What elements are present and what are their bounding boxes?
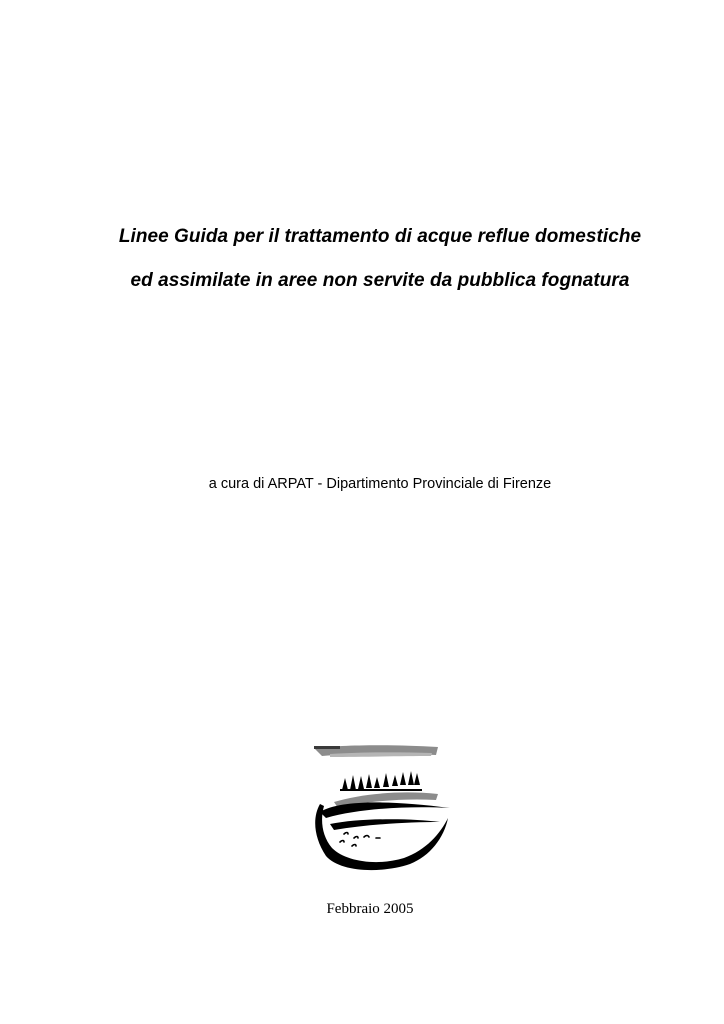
document-date: Febbraio 2005 <box>326 901 414 917</box>
logo-sky-stroke-dark <box>314 746 340 749</box>
document-editor: a cura di ARPAT - Dipartimento Provinciale di Firenze <box>208 476 552 492</box>
document-title-line-2: ed assimilate in aree non servite da pubblica fognatura <box>130 270 630 291</box>
document-title-line-1: Linee Guida per il trattamento di acque reflue domestiche <box>118 226 642 247</box>
logo-trees <box>340 771 422 791</box>
logo-lake-top <box>330 819 440 830</box>
arpat-landscape-logo-icon <box>300 738 460 878</box>
logo-waves <box>340 833 380 847</box>
